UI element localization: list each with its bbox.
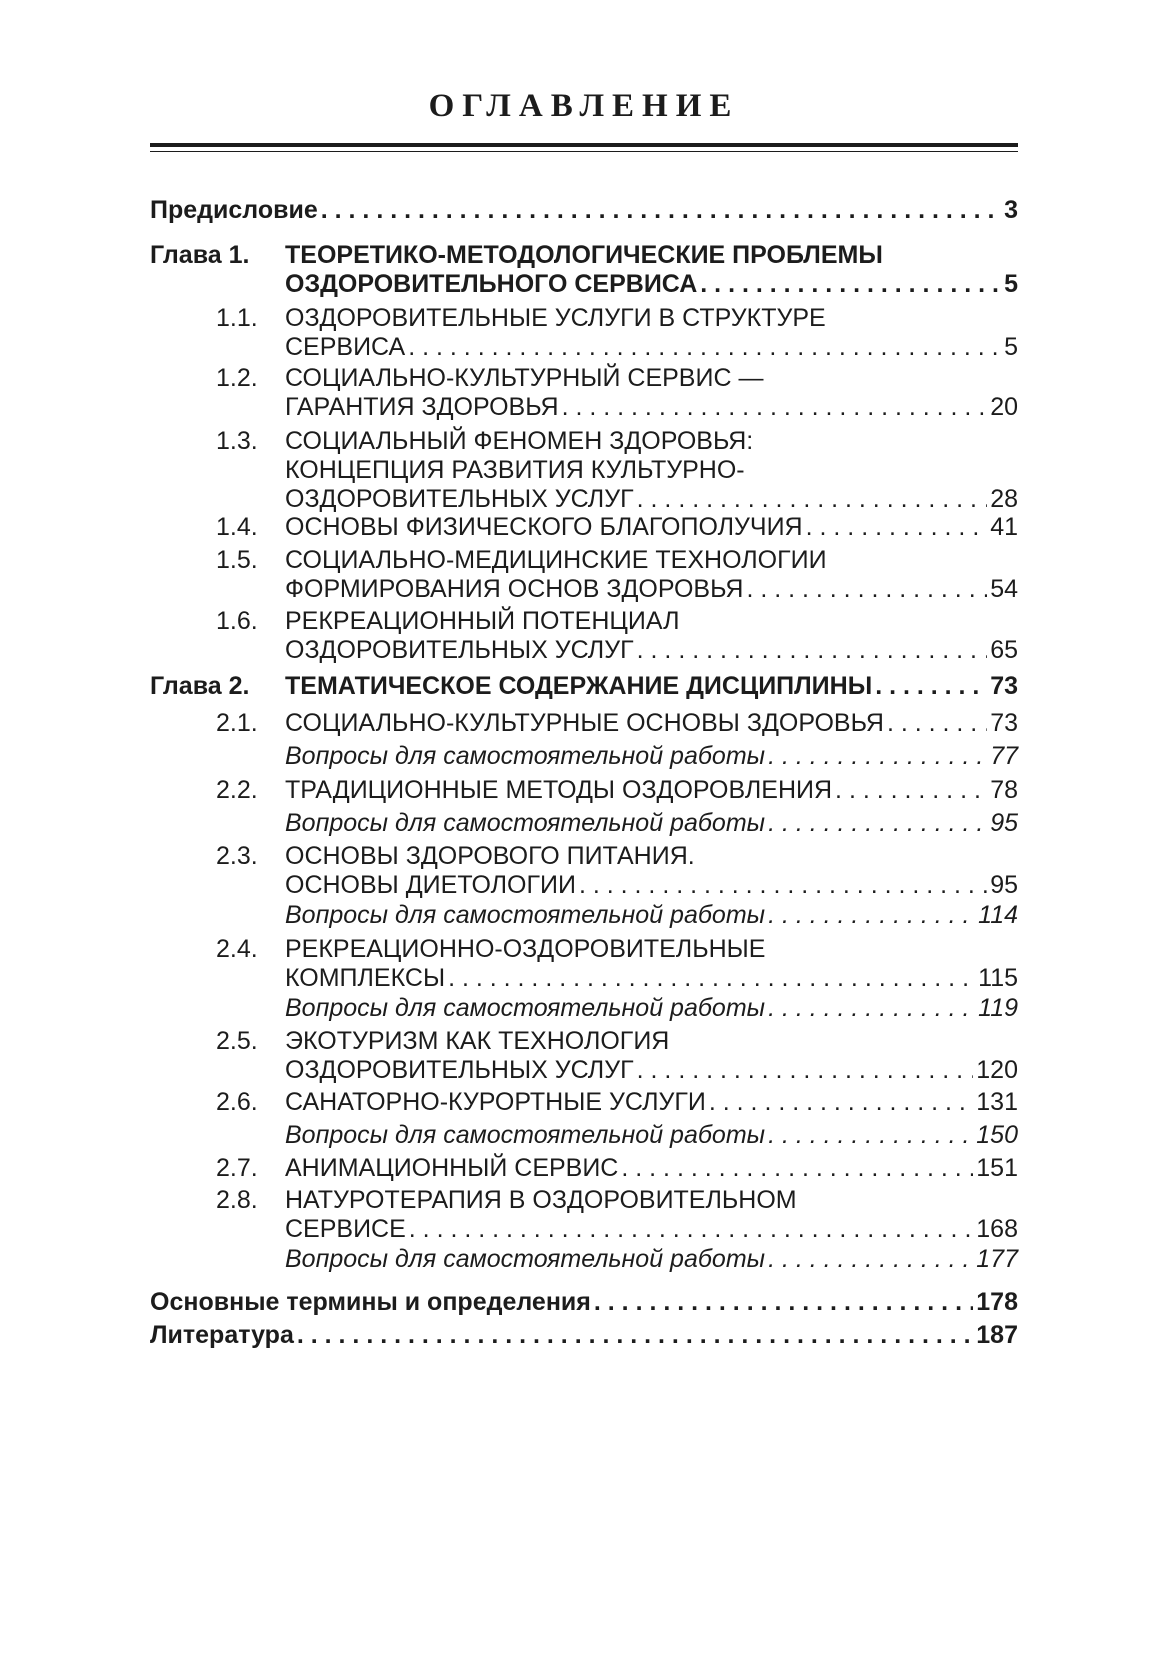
toc-entry-title (150, 1321, 1018, 1349)
toc-entry-title-line: Вопросы для самостоятельной работы (285, 1245, 766, 1273)
title-rule-thick (150, 143, 1018, 147)
toc-entry-title (285, 994, 1018, 1022)
toc-entry-title-line: СОЦИАЛЬНО-МЕДИЦИНСКИЕ ТЕХНОЛОГИИ (285, 546, 827, 574)
toc-entry-last-line (285, 871, 1018, 899)
toc-entry-last-line (285, 709, 1018, 737)
toc-entry-title (285, 709, 1018, 737)
toc-entry-title-line: НАТУРОТЕРАПИЯ В ОЗДОРОВИТЕЛЬНОМ (285, 1186, 797, 1214)
dot-leader (321, 196, 1001, 224)
toc-entry-number: Глава 2. (150, 672, 250, 700)
toc-entry-page-number: 177 (976, 1245, 1018, 1273)
toc-entry-number: 2.2. (216, 776, 258, 804)
toc-entry-title-line: САНАТОРНО-КУРОРТНЫЕ УСЛУГИ (285, 1088, 706, 1116)
toc-entry-page-number: 5 (1004, 333, 1018, 361)
toc-entry-title-line: Вопросы для самостоятельной работы (285, 809, 766, 837)
toc-entry-number: 2.3. (216, 842, 258, 870)
toc-entry-number: 1.5. (216, 546, 258, 574)
toc-entry-title (285, 427, 1018, 513)
dot-leader (768, 742, 987, 770)
toc-entry-title-line: РЕКРЕАЦИОННО-ОЗДОРОВИТЕЛЬНЫЕ (285, 935, 766, 963)
toc-entry-title-line: СЕРВИСА (285, 333, 406, 361)
toc-entry-title-line: ТРАДИЦИОННЫЕ МЕТОДЫ ОЗДОРОВЛЕНИЯ (285, 776, 833, 804)
toc-entry-number: 1.1. (216, 304, 258, 332)
toc-entry-last-line (285, 964, 1018, 992)
toc-entry-title (285, 1245, 1018, 1273)
toc-entry-title-line: Предисловие (150, 196, 318, 224)
toc-entry-page-number: 73 (990, 709, 1018, 737)
toc-entry-title-line: ОЗДОРОВИТЕЛЬНЫЕ УСЛУГИ В СТРУКТУРЕ (285, 304, 826, 332)
toc-entry-last-line (285, 485, 1018, 513)
dot-leader (768, 809, 987, 837)
dot-leader (887, 709, 987, 737)
dot-leader (637, 1056, 974, 1084)
dot-leader (637, 636, 988, 664)
toc-entry-number: Глава 1. (150, 241, 250, 269)
toc-entry-title (285, 742, 1018, 770)
toc-entry-page-number: 5 (1004, 270, 1018, 298)
dot-leader (768, 901, 975, 929)
toc-entry-title (285, 607, 1018, 664)
toc-entry-title-line: СОЦИАЛЬНЫЙ ФЕНОМЕН ЗДОРОВЬЯ: (285, 427, 754, 455)
toc-entry-title (285, 1088, 1018, 1116)
toc-entry-last-line (285, 393, 1018, 421)
toc-entry-page-number: 150 (976, 1121, 1018, 1149)
toc-entry-page-number: 28 (990, 485, 1018, 513)
toc-entry-title-line: ОЗДОРОВИТЕЛЬНЫХ УСЛУГ (285, 485, 634, 513)
toc-entry-number: 2.4. (216, 935, 258, 963)
title-rule-thin (150, 151, 1018, 152)
dot-leader (297, 1321, 973, 1349)
toc-entry-title (285, 809, 1018, 837)
toc-entry-last-line (285, 333, 1018, 361)
toc-entry-title-line: ОЗДОРОВИТЕЛЬНЫХ УСЛУГ (285, 1056, 634, 1084)
toc-entry-title-line: РЕКРЕАЦИОННЫЙ ПОТЕНЦИАЛ (285, 607, 680, 635)
toc-entry-title-line: ОЗДОРОВИТЕЛЬНЫХ УСЛУГ (285, 636, 634, 664)
toc-entry-title-line: ОСНОВЫ ФИЗИЧЕСКОГО БЛАГОПОЛУЧИЯ (285, 513, 803, 541)
toc-entry-page-number: 65 (990, 636, 1018, 664)
toc-entry-title-line: ОСНОВЫ ЗДОРОВОГО ПИТАНИЯ. (285, 842, 695, 870)
toc-entry-number: 1.6. (216, 607, 258, 635)
toc-entry-title (285, 1121, 1018, 1149)
toc-entry-page-number: 187 (976, 1321, 1018, 1349)
toc-entry-title (285, 513, 1018, 541)
dot-leader (637, 485, 988, 513)
toc-entry-title (285, 842, 1018, 899)
toc-entry-last-line (150, 1321, 1018, 1349)
dot-leader (875, 672, 987, 700)
toc-entry-title-line: АНИМАЦИОННЫЙ СЕРВИС (285, 1154, 619, 1182)
toc-entry-title-line: Литература (150, 1321, 294, 1349)
toc-entry-title (285, 1186, 1018, 1243)
toc-entry-number: 2.8. (216, 1186, 258, 1214)
toc-entry-title-line: Вопросы для самостоятельной работы (285, 901, 766, 929)
toc-entry-last-line (285, 1056, 1018, 1084)
toc-entry-page-number: 131 (976, 1088, 1018, 1116)
toc-entry-last-line (285, 742, 1018, 770)
toc-entry-last-line (285, 1245, 1018, 1273)
dot-leader (562, 393, 988, 421)
toc-entry-last-line (285, 1121, 1018, 1149)
toc-entry-page-number: 73 (990, 672, 1018, 700)
toc-entry-last-line (285, 776, 1018, 804)
toc-entry-title-line: КОМПЛЕКСЫ (285, 964, 446, 992)
toc-entry-title-line: Вопросы для самостоятельной работы (285, 1121, 766, 1149)
dot-leader (700, 270, 1001, 298)
toc-entry-page-number: 178 (976, 1288, 1018, 1316)
toc-entry-title (285, 935, 1018, 992)
toc-entry-title-line: ФОРМИРОВАНИЯ ОСНОВ ЗДОРОВЬЯ (285, 575, 744, 603)
toc-entry-title-line: ОСНОВЫ ДИЕТОЛОГИИ (285, 871, 576, 899)
toc-entry-title (150, 196, 1018, 224)
toc-entry-last-line (285, 809, 1018, 837)
toc-entry-title (285, 241, 1018, 298)
toc-entry-title-line: ТЕМАТИЧЕСКОЕ СОДЕРЖАНИЕ ДИСЦИПЛИНЫ (285, 672, 873, 700)
toc-entry-last-line (285, 672, 1018, 700)
toc-entry-title (285, 672, 1018, 700)
toc-entry-last-line (285, 901, 1018, 929)
toc-entry-page-number: 77 (990, 742, 1018, 770)
toc-entry-last-line (150, 1288, 1018, 1316)
toc-entry-title (285, 1027, 1018, 1084)
toc-entry-title-line: Вопросы для самостоятельной работы (285, 742, 766, 770)
toc-entry-title-line: СОЦИАЛЬНО-КУЛЬТУРНЫЙ СЕРВИС — (285, 364, 764, 392)
toc-entry-title (285, 364, 1018, 421)
toc-entry-last-line (285, 994, 1018, 1022)
toc-entry-title-line: СЕРВИСЕ (285, 1215, 406, 1243)
toc-entry-number: 1.3. (216, 427, 258, 455)
page-title: ОГЛАВЛЕНИЕ (428, 88, 740, 124)
dot-leader (806, 513, 988, 541)
dot-leader (709, 1088, 973, 1116)
toc-entry-page-number: 95 (990, 809, 1018, 837)
dot-leader (579, 871, 987, 899)
toc-entry-page-number: 95 (990, 871, 1018, 899)
toc-entry-title (285, 901, 1018, 929)
dot-leader (768, 994, 975, 1022)
toc-entry-title (285, 304, 1018, 361)
toc-entry-title-line: ЭКОТУРИЗМ КАК ТЕХНОЛОГИЯ (285, 1027, 670, 1055)
toc-entry-title (150, 1288, 1018, 1316)
toc-entry-page-number: 168 (976, 1215, 1018, 1243)
toc-entry-title-line: Вопросы для самостоятельной работы (285, 994, 766, 1022)
toc-entry-last-line (285, 575, 1018, 603)
toc-entry-title-line: ОЗДОРОВИТЕЛЬНОГО СЕРВИСА (285, 270, 698, 298)
toc-entry-page-number: 120 (976, 1056, 1018, 1084)
toc-entry-title-line: Основные термины и определения (150, 1288, 591, 1316)
toc-entry-title-line: СОЦИАЛЬНО-КУЛЬТУРНЫЕ ОСНОВЫ ЗДОРОВЬЯ (285, 709, 884, 737)
toc-entry-page-number: 78 (990, 776, 1018, 804)
dot-leader (621, 1154, 973, 1182)
toc-entry-page-number: 119 (978, 994, 1018, 1022)
toc-entry-last-line (285, 636, 1018, 664)
dot-leader (409, 1215, 974, 1243)
dot-leader (408, 333, 1001, 361)
toc-entry-last-line (150, 196, 1018, 224)
toc-entry-last-line (285, 513, 1018, 541)
toc-entry-page-number: 115 (978, 964, 1018, 992)
toc-entry-page-number: 114 (978, 901, 1018, 929)
toc-entry-last-line (285, 1215, 1018, 1243)
toc-entry-title-line: ГАРАНТИЯ ЗДОРОВЬЯ (285, 393, 559, 421)
dot-leader (594, 1288, 973, 1316)
toc-entry-title-line: ТЕОРЕТИКО-МЕТОДОЛОГИЧЕСКИЕ ПРОБЛЕМЫ (285, 241, 883, 269)
toc-entry-title (285, 1154, 1018, 1182)
toc-entry-last-line (285, 1088, 1018, 1116)
toc-entry-page-number: 20 (990, 393, 1018, 421)
toc-entry-last-line (285, 270, 1018, 298)
dot-leader (746, 575, 987, 603)
toc-entry-number: 2.1. (216, 709, 258, 737)
toc-entry-last-line (285, 1154, 1018, 1182)
dot-leader (835, 776, 987, 804)
toc-entry-number: 2.6. (216, 1088, 258, 1116)
toc-entry-number: 1.4. (216, 513, 258, 541)
toc-entry-number: 2.5. (216, 1027, 258, 1055)
toc-entry-title (285, 546, 1018, 603)
dot-leader (768, 1245, 973, 1273)
toc-entry-page-number: 3 (1004, 196, 1018, 224)
toc-entry-page-number: 151 (976, 1154, 1018, 1182)
dot-leader (448, 964, 975, 992)
toc-entry-title (285, 776, 1018, 804)
toc-entry-title-line: КОНЦЕПЦИЯ РАЗВИТИЯ КУЛЬТУРНО- (285, 456, 745, 484)
toc-entry-number: 2.7. (216, 1154, 258, 1182)
dot-leader (768, 1121, 973, 1149)
toc-entry-number: 1.2. (216, 364, 258, 392)
toc-entry-page-number: 54 (990, 575, 1018, 603)
toc-entry-page-number: 41 (990, 513, 1018, 541)
